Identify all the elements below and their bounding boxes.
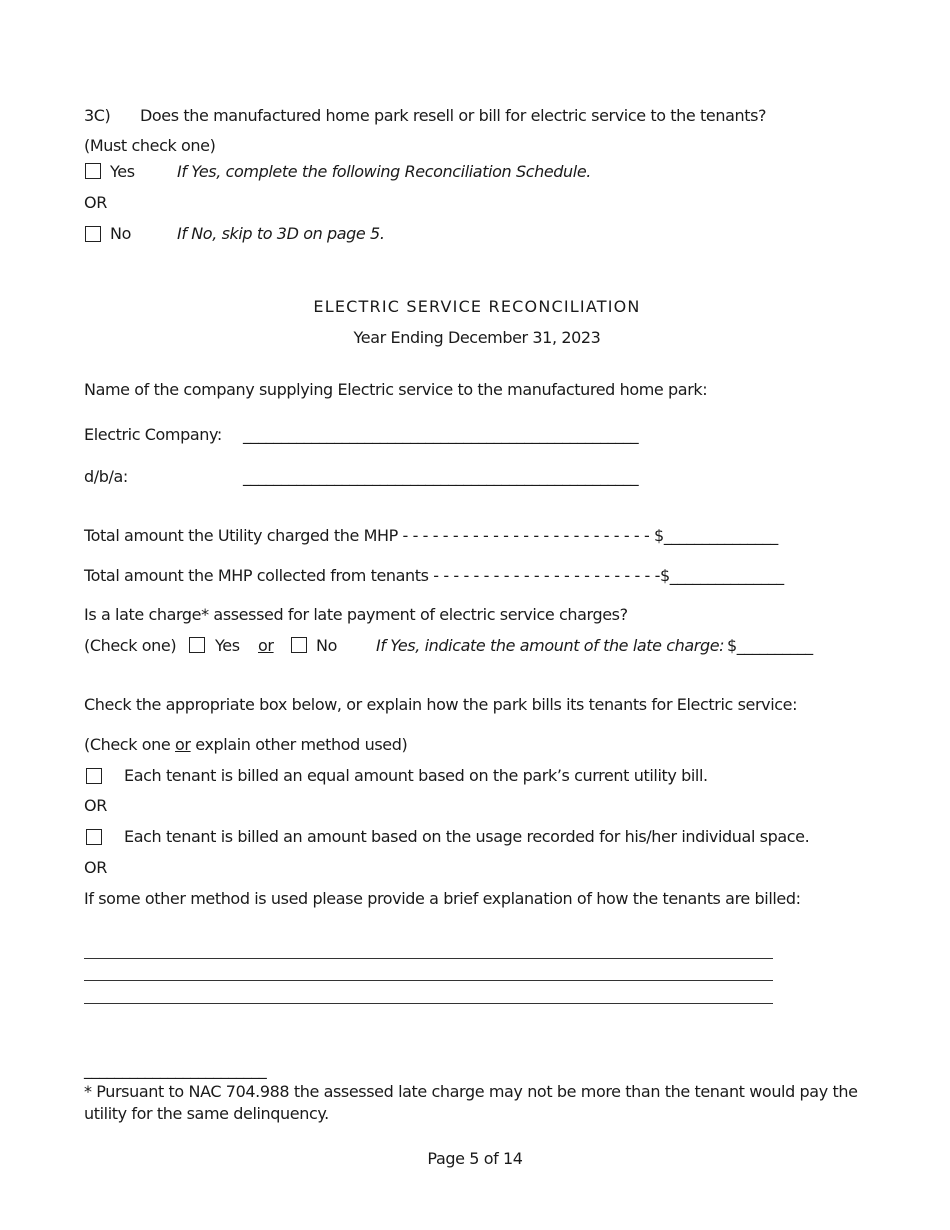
billing-check-note <box>84 735 407 755</box>
billing-check-post: explain other method used) <box>190 735 408 754</box>
footnote-line-2: utility for the same delinquency. <box>84 1104 329 1123</box>
question-number: 3C) <box>84 106 111 125</box>
yes-instruction: If Yes, complete the following Reconciliation Schedule. <box>177 162 591 181</box>
yes-label: Yes <box>110 162 135 181</box>
no-label: No <box>110 224 131 243</box>
usage-checkbox[interactable] <box>86 829 102 845</box>
or-separator-b: OR <box>84 858 107 877</box>
footnote-rule: ________________________ <box>84 1060 267 1079</box>
late-charge-note: If Yes, indicate the amount of the late charge: <box>376 636 725 655</box>
late-yes-checkbox[interactable] <box>189 637 205 653</box>
no-checkbox[interactable] <box>85 226 101 242</box>
yes-checkbox[interactable] <box>85 163 101 179</box>
schedule-subtitle: Year Ending December 31, 2023 <box>353 328 601 347</box>
footnote-line-1: * Pursuant to NAC 704.988 the assessed late charge may not be more than the tenant would pay the <box>84 1082 858 1101</box>
billing-check-or: or <box>175 735 191 754</box>
page-number: Page 5 of 14 <box>427 1149 523 1168</box>
or-separator: OR <box>84 193 107 212</box>
dba-field[interactable]: ____________________________________________________ <box>243 467 639 486</box>
company-prompt: Name of the company supplying Electric service to the manufactured home park: <box>84 380 708 399</box>
late-or-word: or <box>258 636 274 655</box>
must-check-note: (Must check one) <box>84 136 216 155</box>
explanation-line-3[interactable] <box>84 1003 773 1004</box>
late-check-one: (Check one) <box>84 636 177 655</box>
late-charge-question: Is a late charge* assessed for late payment of electric service charges? <box>84 605 628 624</box>
billing-prompt: Check the appropriate box below, or explain how the park bills its tenants for Electric service: <box>84 695 798 714</box>
collected-line[interactable]: Total amount the MHP collected from tenants - - - - - - - - - - - - - - - - - - - - - - -$_______________ <box>84 566 784 585</box>
utility-charged-line[interactable]: Total amount the Utility charged the MHP - - - - - - - - - - - - - - - - - - - - - - - - - $_______________ <box>84 526 778 545</box>
no-instruction: If No, skip to 3D on page 5. <box>177 224 385 243</box>
other-method-prompt: If some other method is used please provide a brief explanation of how the tenants are billed: <box>84 889 801 908</box>
dba-label: d/b/a: <box>84 467 128 486</box>
question-text: Does the manufactured home park resell or bill for electric service to the tenants? <box>140 106 767 125</box>
equal-amount-option: Each tenant is billed an equal amount based on the park’s current utility bill. <box>124 766 708 785</box>
late-no-label: No <box>316 636 337 655</box>
electric-company-field[interactable]: ____________________________________________________ <box>243 425 639 444</box>
or-separator-a: OR <box>84 796 107 815</box>
explanation-line-2[interactable] <box>84 980 773 981</box>
usage-option: Each tenant is billed an amount based on the usage recorded for his/her individual space. <box>124 827 810 846</box>
late-charge-amount-field[interactable]: $__________ <box>727 636 813 655</box>
late-no-checkbox[interactable] <box>291 637 307 653</box>
billing-check-pre: (Check one <box>84 735 176 754</box>
electric-company-label: Electric Company: <box>84 425 222 444</box>
equal-amount-checkbox[interactable] <box>86 768 102 784</box>
explanation-line-1[interactable] <box>84 958 773 959</box>
schedule-title: ELECTRIC SERVICE RECONCILIATION <box>313 297 641 316</box>
late-yes-label: Yes <box>215 636 240 655</box>
